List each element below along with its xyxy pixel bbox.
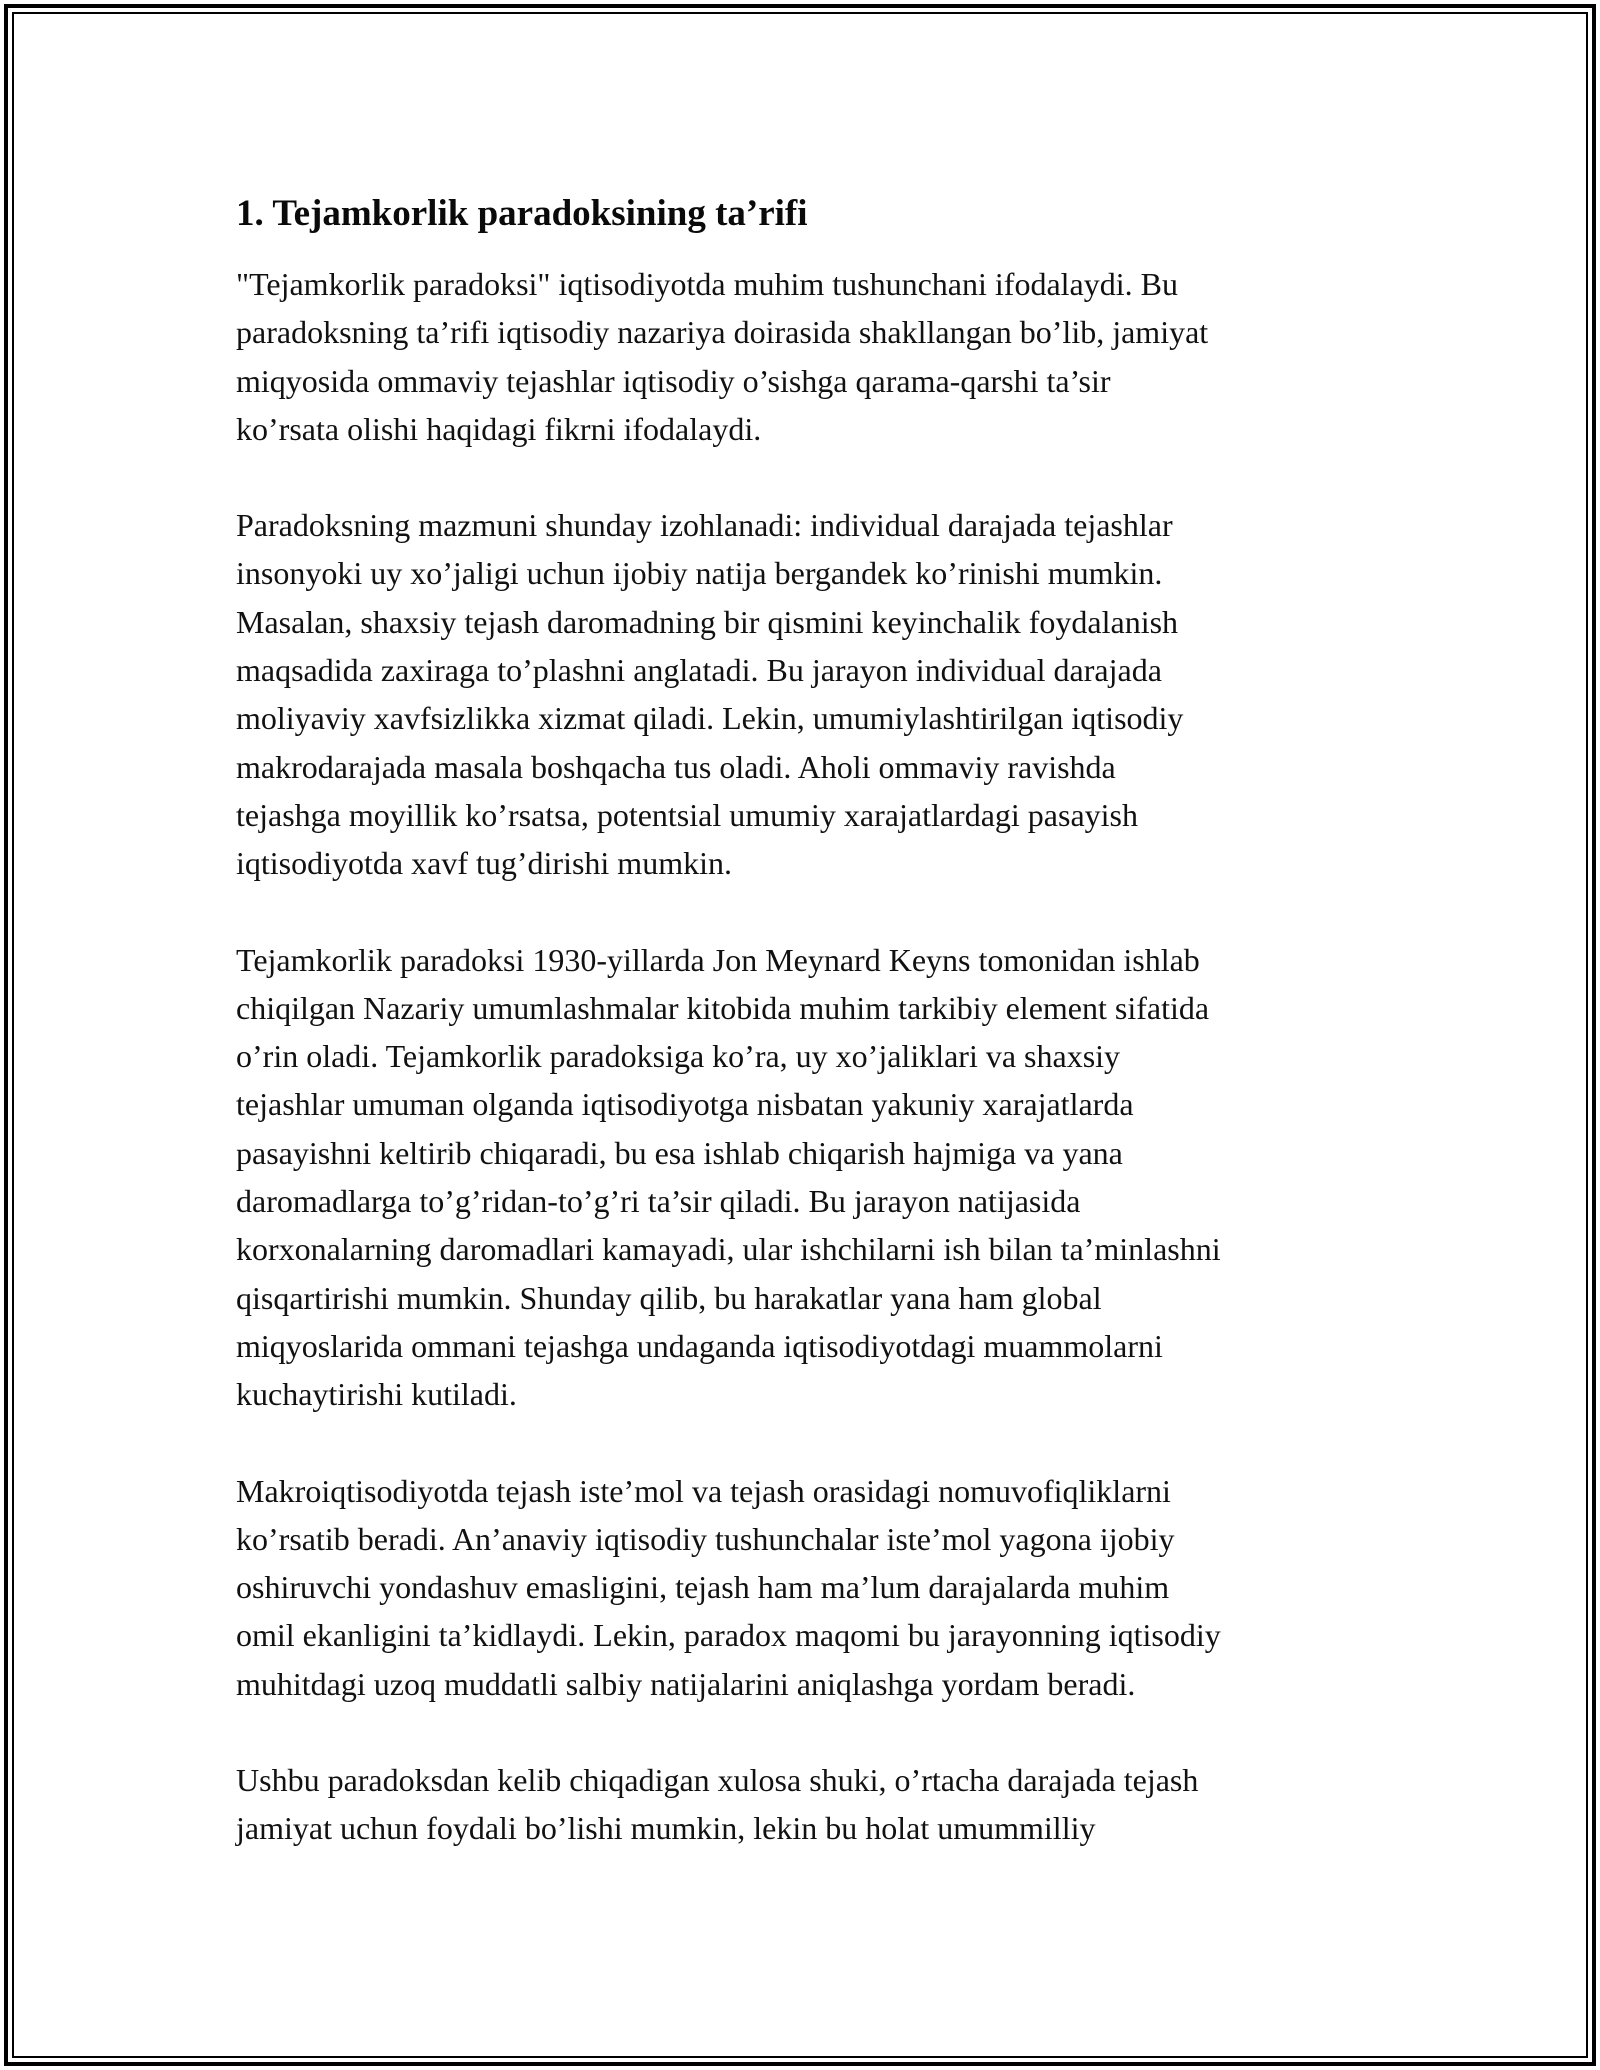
document-body [236, 186, 1386, 1901]
paragraph-definition: "Tejamkorlik paradoksi" iqtisodiyotda muhim tushunchani ifodalaydi. Bu paradoksning ta’rifi iqtisodiy nazariya doirasida shakllangan bo’lib, jamiyat miqyosida ommaviy tejashlar iqtisodiy o’sishga qarama-qarshi ta’sir ko’rsata olishi haqidagi fikrni ifodalaydi. [236, 266, 1209, 447]
paragraph-meaning: Paradoksning mazmuni shunday izohlanadi: individual darajada tejashlar insonyoki uy xo’jaligi uchun ijobiy natija bergandek ko’rinishi mumkin. Masalan, shaxsiy tejash daromadning bir qismini keyinchalik foydalanish maqsadida zaxiraga to’plashni anglatadi. Bu jarayon individual darajada moliyaviy xavfsizlikka xizmat qiladi. Lekin, umumiylashtirilgan iqtisodiy makrodarajada masala boshqacha tus oladi. Aholi ommaviy ravishda tejashga moyillik ko’rsatsa, potentsial umumiy xarajatlardagi pasayish iqtisodiyotda xavf tug’dirishi mumkin. [236, 507, 1184, 882]
section-heading: 1. Tejamkorlik paradoksining ta’rifi [236, 193, 808, 234]
paragraph-macroeconomics: Makroiqtisodiyotda tejash iste’mol va tejash orasidagi nomuvofiqliklarni ko’rsatib beradi. An’anaviy iqtisodiy tushunchalar iste’mol yagona ijobiy oshiruvchi yondashuv emasligini, tejash ham ma’lum darajalarda muhim omil ekanligini ta’kidlaydi. Lekin, paradox maqomi bu jarayonning iqtisodiy muhitdagi uzoq muddatli salbiy natijalarini aniqlashga yordam beradi. [236, 1472, 1221, 1702]
paragraph-conclusion: Ushbu paradoksdan kelib chiqadigan xulosa shuki, o’rtacha darajada tejash jamiyat uchun foydali bo’lishi mumkin, lekin bu holat umummilliy [236, 1762, 1199, 1847]
paragraph-keynes: Tejamkorlik paradoksi 1930-yillarda Jon Meynard Keyns tomonidan ishlab chiqilgan Nazariy umumlashmalar kitobida muhim tarkibiy element sifatida o’rin oladi. Tejamkorlik paradoksiga ko’ra, uy xo’jaliklari va shaxsiy tejashlar umuman olganda iqtisodiyotga nisbatan yakuniy xarajatlarda pasayishni keltirib chiqaradi, bu esa ishlab chiqarish hajmiga va yana daromadlarga to’g’ridan-to’g’ri ta’sir qiladi. Bu jarayon natijasida korxonalarning daromadlari kamayadi, ular ishchilarni ish bilan ta’minlashni qisqartirishi mumkin. Shunday qilib, bu harakatlar yana ham global miqyoslarida ommani tejashga undaganda iqtisodiyotdagi muammolarni kuchaytirishi kutiladi. [236, 941, 1221, 1413]
